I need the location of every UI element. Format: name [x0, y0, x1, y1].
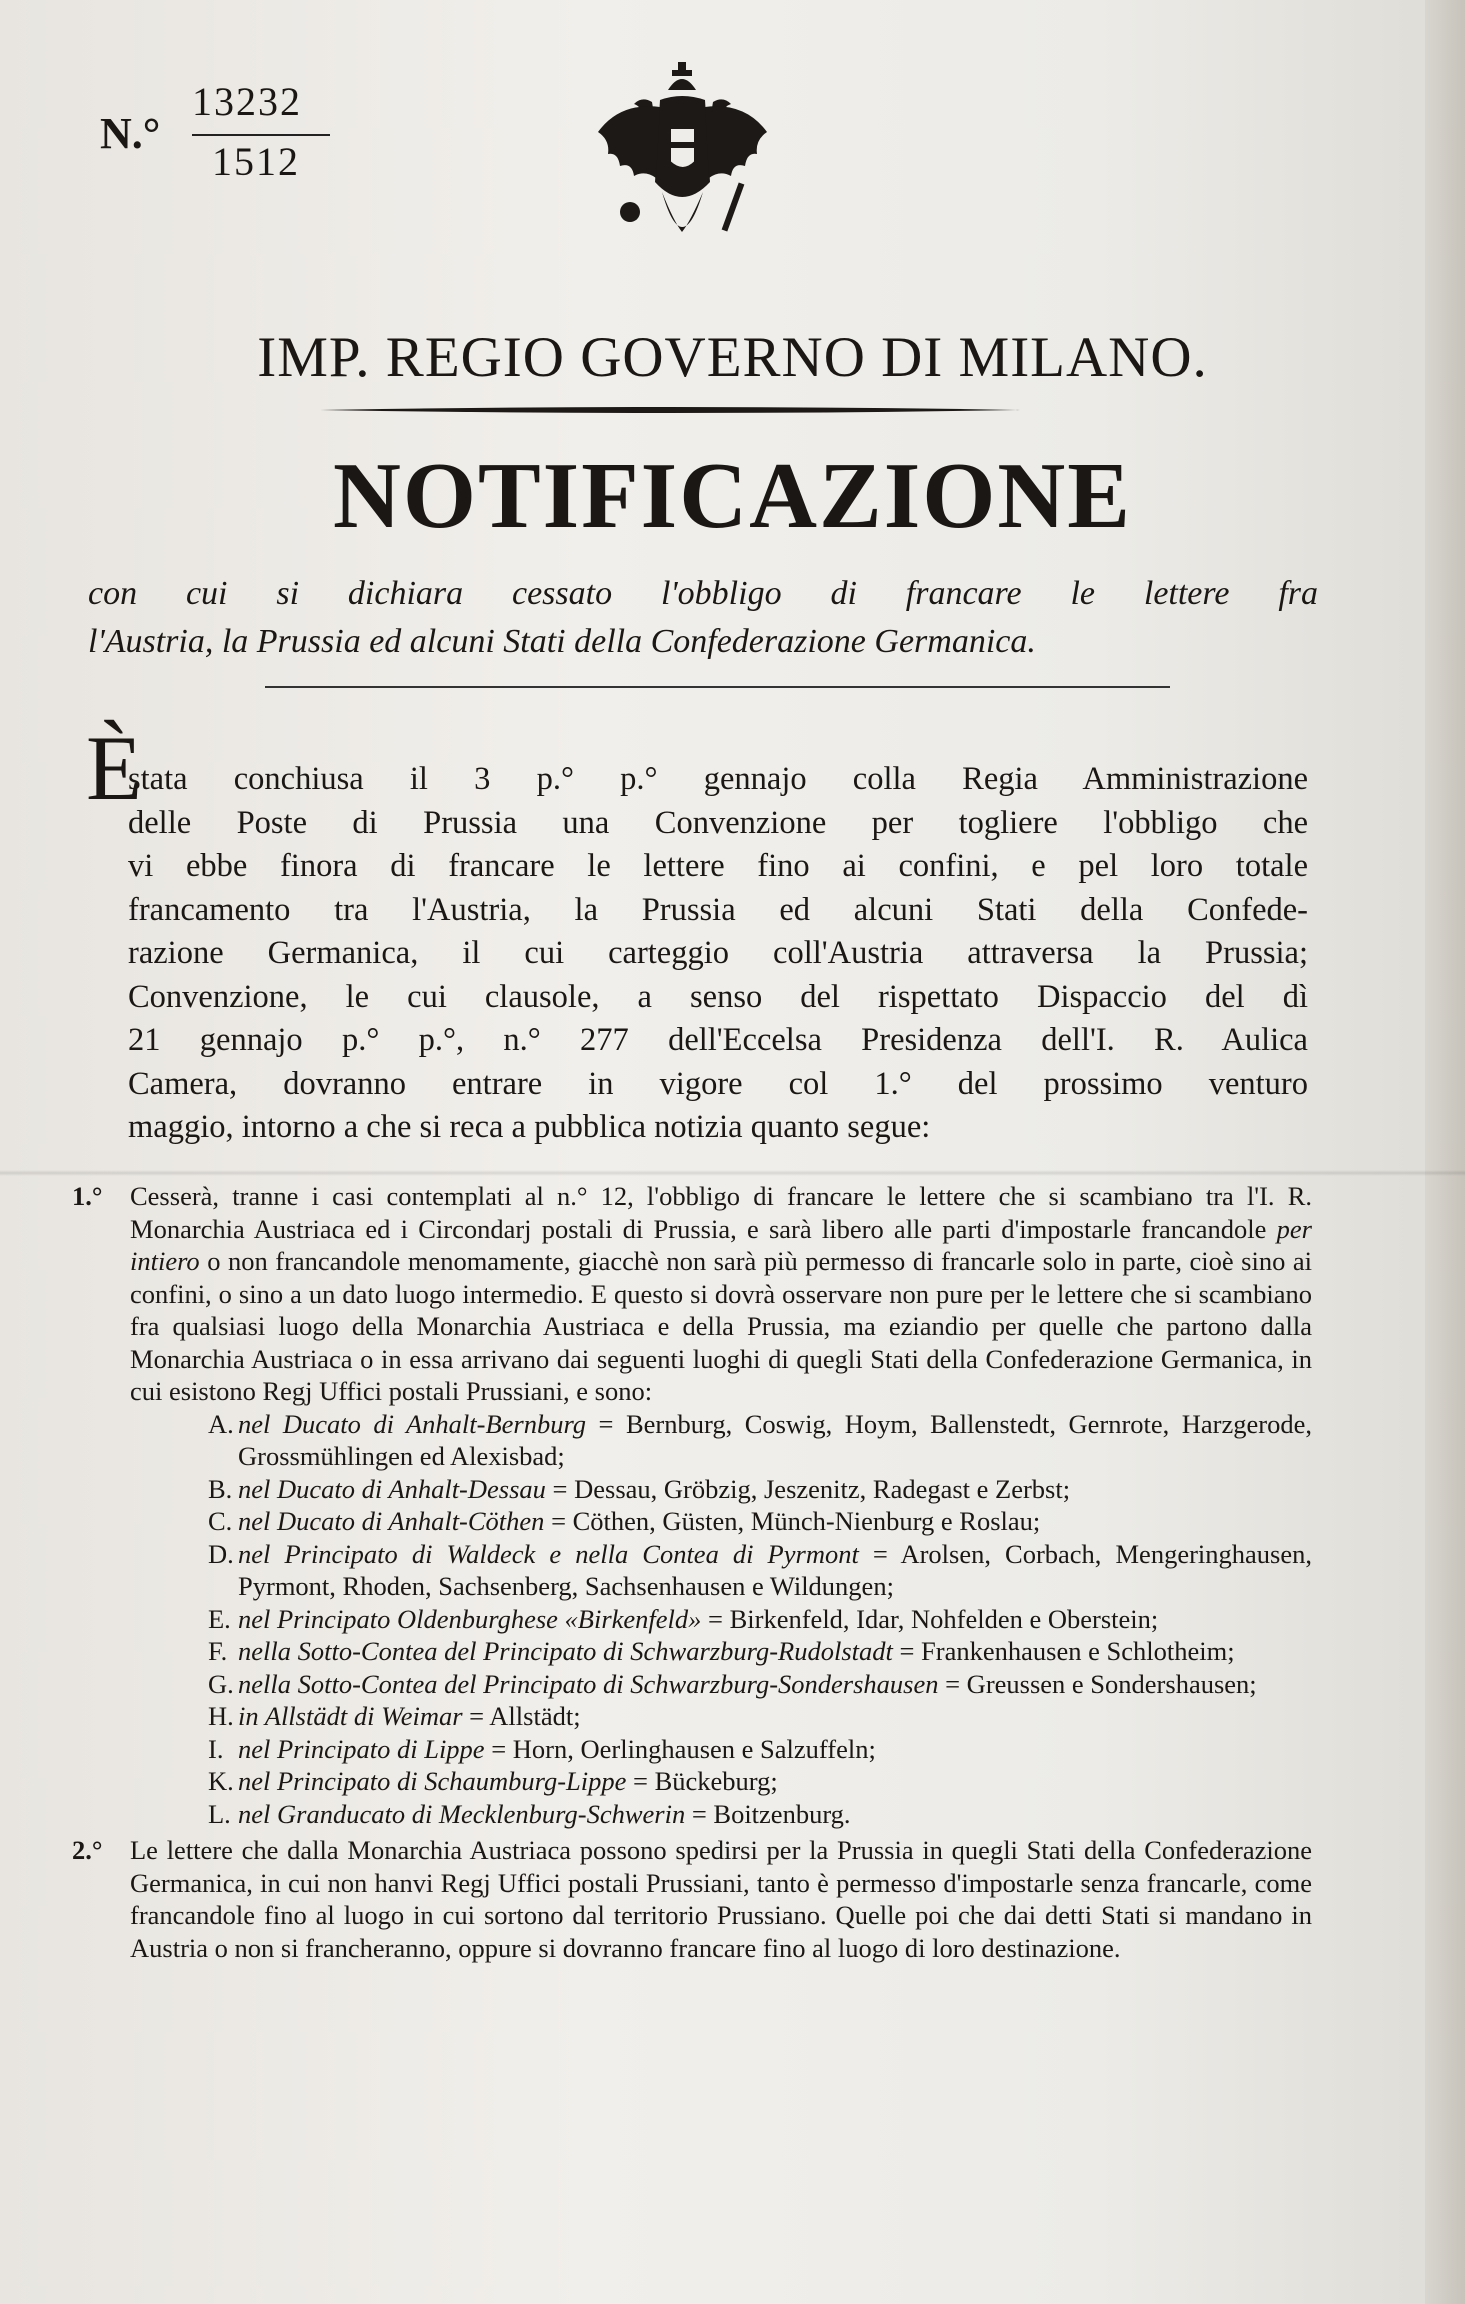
item-place: nella Sotto-Contea del Principato di Schwarzburg-Sondershausen [238, 1668, 939, 1699]
item-towns: = Boitzenburg. [685, 1798, 851, 1829]
number-top: 13232 [192, 79, 302, 124]
point-text: Le lettere che dalla Monarchia Austriaca possono spedirsi per la Prussia in quegli Stati della Confederazione Germanica, in cui non hanvi Regj Uffici postali Prussiani, tanto è permesso d'impostarle senza francarle, come francandole fino al luogo in cui sortono dal territorio Prussiano. Quelle poi che dai detti Stati si mandano in Austria o non si francheranno, oppure si dovranno francare fino al luogo di loro destinazione. [130, 1835, 1312, 1963]
item-place: nel Ducato di Anhalt-Cöthen [238, 1506, 545, 1536]
government-heading: IMP. REGIO GOVERNO DI MILANO. [257, 326, 1208, 389]
item-towns: = Bernburg, Coswig, Hoym, Ballenstedt, Gernrote, Harzgerode, Grossmühlingen ed Alexisbad; [238, 1408, 1312, 1471]
numbered-points [72, 1180, 1312, 1964]
item-letter: G. [208, 1668, 234, 1699]
list-item [130, 1473, 1312, 1506]
list-item [130, 1765, 1312, 1798]
item-towns: = Arolsen, Corbach, Mengeringhausen, Pyrmont, Rhoden, Sachsenberg, Sachsenhausen e Wildungen; [238, 1538, 1312, 1601]
intro-line: Convenzione, le cui clausole, a senso del rispettato Dispaccio del dì [128, 978, 1308, 1015]
intro-paragraph [128, 758, 1308, 1150]
item-letter: K. [208, 1766, 234, 1796]
item-place: nel Principato di Lippe [238, 1733, 485, 1764]
point-text-a: Cesserà, tranne i casi contemplati al n.° 12, l'obbligo di francare le lettere che si scambiano tra l'I. R. Monarchia Austriaca ed i Circondarj postali di Prussia, e sarà libero alle parti d'impostarle francandole [130, 1181, 1312, 1244]
item-place: nel Principato Oldenburghese «Birkenfeld» [238, 1603, 702, 1634]
intro-line: delle Poste di Prussia una Convenzione per togliere l'obbligo che [128, 804, 1308, 841]
list-item [130, 1700, 1312, 1733]
item-towns: = Birkenfeld, Idar, Nohfelden e Oberstein; [701, 1603, 1159, 1634]
item-towns: = Horn, Oerlinghausen e Salzuffeln; [484, 1733, 876, 1764]
double-headed-eagle-icon [590, 62, 775, 262]
item-letter: D. [208, 1538, 234, 1569]
intro-line: stata conchiusa il 3 p.° p.° gennajo colla Regia Amministrazione [128, 761, 1308, 797]
item-letter: E. [208, 1603, 231, 1634]
item-towns: = Bückeburg; [626, 1766, 778, 1796]
number-bottom: 1512 [212, 139, 300, 184]
item-place: nel Ducato di Anhalt-Dessau [238, 1473, 546, 1504]
point-text-italic: per intiero [130, 1213, 1312, 1276]
drop-cap: È [86, 717, 143, 819]
subtitle-line-1: con cui si dichiara cessato l'obbligo di francare le lettere fra [88, 575, 1318, 612]
intro-line: Camera, dovranno entrare in vigore col 1.° del prossimo venturo [128, 1065, 1308, 1102]
list-item [130, 1538, 1312, 1603]
list-item [130, 1603, 1312, 1636]
point-text-b: o non francandole menomamente, giacchè non sarà più permesso di francarle solo in parte, cioè sino ai confini, o sino a un dato luogo intermedio. E questo si dovrà osservare non pure per le lettere che si scambiano fra qualsiasi luogo della Monarchia Austriaca e della Prussia, ma eziandio per quelle che partono dalla Monarchia Austriaca o in essa arrivano dai seguenti luoghi di quegli Stati della Confederazione Germanica, in cui esistono Regj Uffici postali Prussiani, e sono: [130, 1246, 1312, 1406]
point-number: 2.° [72, 1835, 103, 1865]
intro-line: vi ebbe finora di francare le lettere fino ai confini, e pel loro totale [128, 848, 1308, 884]
divider-rule [265, 686, 1170, 688]
list-item [130, 1668, 1312, 1701]
locality-list [130, 1408, 1312, 1831]
item-place: nella Sotto-Contea del Principato di Schwarzburg-Rudolstadt [238, 1636, 893, 1666]
number-prefix: N.° [100, 109, 161, 158]
item-letter: A. [208, 1408, 234, 1439]
item-towns: = Allstädt; [462, 1701, 581, 1731]
page-title: NOTIFICAZIONE [332, 444, 1133, 548]
item-towns: = Frankenhausen e Schlotheim; [892, 1636, 1235, 1666]
item-towns: = Greussen e Sondershausen; [938, 1668, 1257, 1699]
ornamental-rule [320, 404, 1020, 416]
point-number: 1.° [72, 1181, 103, 1211]
point-text [130, 1180, 1312, 1408]
item-place: in Allstädt di Weimar [238, 1701, 463, 1731]
intro-line: francamento tra l'Austria, la Prussia ed alcuni Stati della Confede- [128, 891, 1308, 928]
item-letter: L. [208, 1798, 231, 1829]
item-letter: H. [208, 1701, 234, 1731]
list-item [130, 1635, 1312, 1668]
intro-line: razione Germanica, il cui carteggio coll'Austria attraversa la Prussia; [128, 935, 1308, 971]
item-letter: B. [208, 1473, 233, 1504]
item-letter: I. [208, 1733, 224, 1764]
point-1 [72, 1180, 1312, 1830]
number-divider [192, 134, 330, 136]
intro-line: maggio, intorno a che si reca a pubblica notizia quanto segue: [128, 1109, 931, 1145]
intro-line: 21 gennajo p.° p.°, n.° 277 dell'Eccelsa Presidenza dell'I. R. Aulica [128, 1022, 1308, 1058]
item-letter: C. [208, 1506, 233, 1536]
point-2 [72, 1834, 1312, 1964]
item-place: nel Principato di Schaumburg-Lippe [238, 1766, 627, 1796]
item-towns: = Cöthen, Güsten, Münch-Nienburg e Roslau; [544, 1506, 1041, 1536]
item-place: nel Principato di Waldeck e nella Contea di Pyrmont [238, 1538, 859, 1569]
subtitle [88, 570, 1318, 666]
list-item [130, 1733, 1312, 1766]
list-item [130, 1798, 1312, 1831]
list-item [130, 1505, 1312, 1538]
item-place: nel Granducato di Mecklenburg-Schwerin [238, 1798, 686, 1829]
list-item [130, 1408, 1312, 1473]
item-letter: F. [208, 1636, 228, 1666]
item-place: nel Ducato di Anhalt-Bernburg [238, 1408, 587, 1439]
item-towns: = Dessau, Gröbzig, Jeszenitz, Radegast e Zerbst; [545, 1473, 1071, 1504]
subtitle-line-2: l'Austria, la Prussia ed alcuni Stati della Confederazione Germanica. [88, 623, 1036, 660]
